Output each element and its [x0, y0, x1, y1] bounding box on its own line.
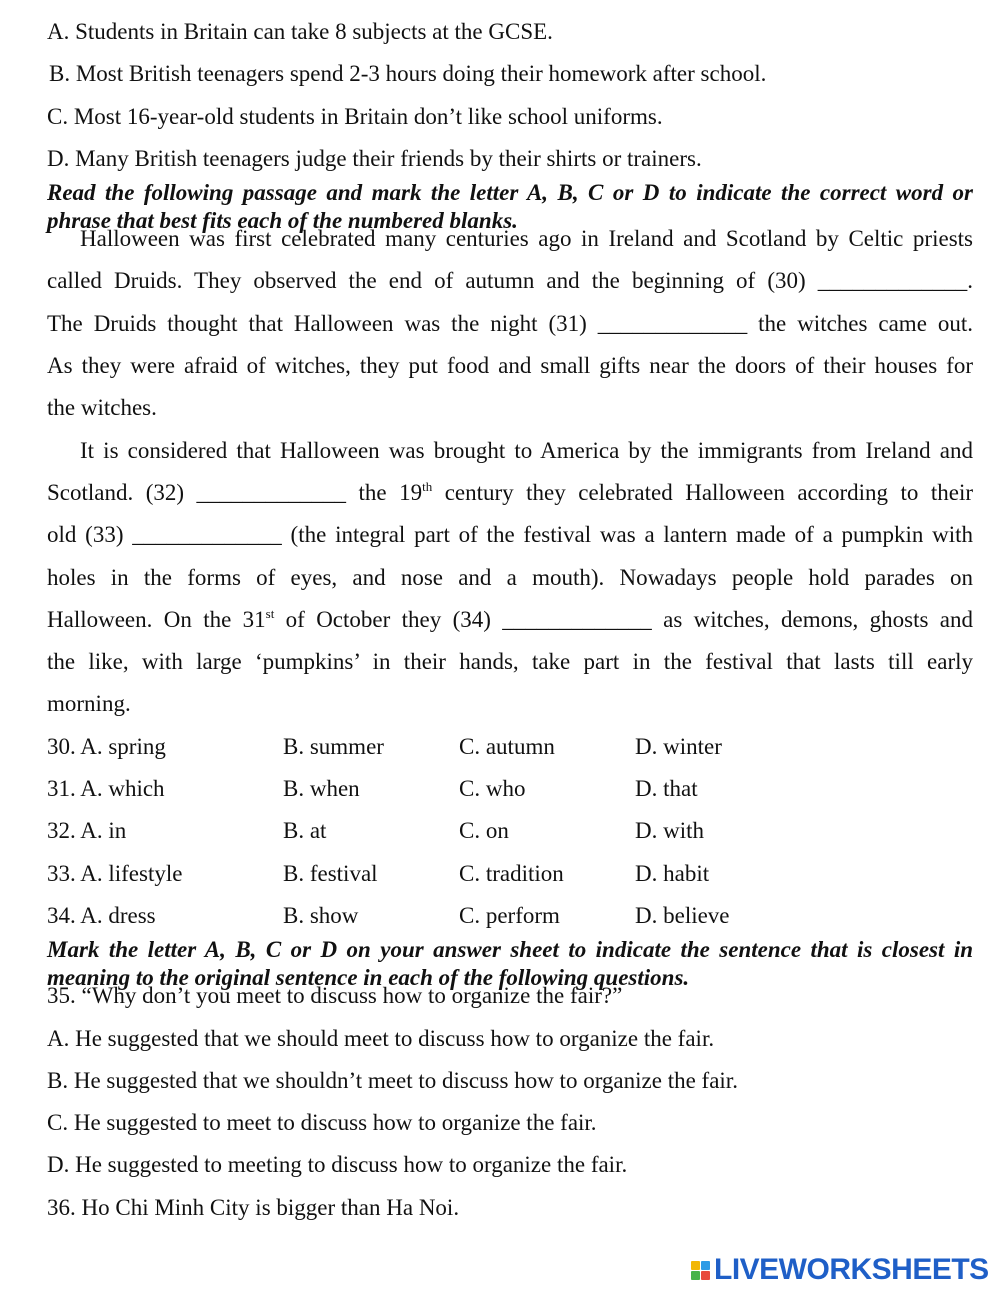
- answer-option-a: A. Students in Britain can take 8 subjects at the GCSE.: [47, 19, 553, 44]
- answer-option-b: B. Most British teenagers spend 2-3 hours doing their homework after school.: [49, 61, 767, 87]
- passage-line: [47, 602, 973, 644]
- passage-line: the witches.: [47, 395, 157, 421]
- superscript: th: [422, 478, 433, 494]
- question-row-34: [47, 898, 973, 940]
- passage-line: called Druids. They observed the end of autumn and the beginning of (30) _____________.: [47, 268, 973, 294]
- passage-line: As they were afraid of witches, they put food and small gifts near the doors of their houses for: [47, 353, 973, 379]
- question-row-33: [47, 856, 973, 898]
- choice-d[interactable]: D. with: [635, 818, 704, 844]
- question-row-32: [47, 813, 973, 855]
- choice-c[interactable]: C. autumn: [459, 733, 555, 759]
- choice-c[interactable]: C. on: [459, 818, 509, 844]
- question-row-30: [47, 729, 973, 771]
- choice-c[interactable]: C. He suggested to meet to discuss how to organize the fair.: [47, 1110, 597, 1136]
- passage-line: The Druids thought that Halloween was the night (31) _____________ the witches came out.: [47, 310, 973, 336]
- worksheet-page: [47, 14, 973, 1232]
- choice-c[interactable]: C. perform: [459, 902, 560, 928]
- choice-a[interactable]: 31. A. which: [47, 776, 165, 802]
- passage-line: It is considered that Halloween was brought to America by the immigrants from Ireland and: [80, 437, 973, 463]
- passage-line: [47, 475, 973, 517]
- passage-line: holes in the forms of eyes, and nose and a mouth). Nowadays people hold parades on: [47, 564, 973, 590]
- passage-line: Halloween was first celebrated many centuries ago in Ireland and Scotland by Celtic priests: [80, 226, 973, 252]
- choice-d[interactable]: D. habit: [635, 860, 710, 886]
- question-stem-36: 36. Ho Chi Minh City is bigger than Ha Noi.: [47, 1194, 460, 1220]
- choice-d[interactable]: D. winter: [635, 733, 722, 759]
- passage-line: morning.: [47, 691, 131, 717]
- superscript: st: [265, 605, 275, 621]
- choice-b[interactable]: B. festival: [283, 860, 378, 886]
- instruction-cloze: Read the following passage and mark the letter A, B, C or D to indicate the correct word or phrase that best fits each of the numbered blanks.: [47, 180, 973, 234]
- passage-text: of October they (34) _____________ as witches, demons, ghosts and: [274, 606, 973, 632]
- passage-text: Scotland. (32) _____________ the 19: [47, 479, 423, 505]
- question-row-31: [47, 771, 973, 813]
- instruction-rewrite: Mark the letter A, B, C or D on your answer sheet to indicate the sentence that is closest in meaning to the original sentence in each of the following questions.: [47, 937, 973, 991]
- choice-b[interactable]: B. show: [283, 902, 359, 928]
- choice-c[interactable]: C. tradition: [459, 860, 564, 886]
- logo-mark-icon: [691, 1261, 710, 1280]
- choice-b[interactable]: B. when: [283, 776, 360, 802]
- answer-option-c: C. Most 16-year-old students in Britain don’t like school uniforms.: [47, 103, 663, 129]
- choice-d[interactable]: D. that: [635, 776, 698, 802]
- choice-b[interactable]: B. summer: [283, 733, 384, 759]
- passage-line: the like, with large ‘pumpkins’ in their hands, take part in the festival that lasts till early: [47, 649, 973, 675]
- passage-line: old (33) _____________ (the integral part of the festival was a lantern made of a pumpkin with: [47, 522, 973, 548]
- answer-option-d: D. Many British teenagers judge their friends by their shirts or trainers.: [47, 145, 702, 171]
- question-stem-35: 35. “Why don’t you meet to discuss how to organize the fair?”: [47, 983, 623, 1009]
- choice-b[interactable]: B. He suggested that we shouldn’t meet to discuss how to organize the fair.: [47, 1067, 738, 1093]
- logo-text: LIVEWORKSHEETS: [714, 1253, 989, 1286]
- passage-text: Halloween. On the 31: [47, 606, 266, 632]
- choice-d[interactable]: D. He suggested to meeting to discuss how to organize the fair.: [47, 1152, 628, 1178]
- choice-d[interactable]: D. believe: [635, 902, 730, 928]
- liveworksheets-logo: [691, 1252, 989, 1288]
- passage-text: century they celebrated Halloween according to their: [432, 479, 973, 505]
- choice-a[interactable]: 30. A. spring: [47, 733, 166, 759]
- choice-a[interactable]: 33. A. lifestyle: [47, 860, 183, 886]
- choice-b[interactable]: B. at: [283, 818, 327, 844]
- choice-c[interactable]: C. who: [459, 776, 526, 802]
- choice-a[interactable]: A. He suggested that we should meet to discuss how to organize the fair.: [47, 1025, 715, 1051]
- choice-a[interactable]: 32. A. in: [47, 818, 127, 844]
- choice-a[interactable]: 34. A. dress: [47, 902, 156, 928]
